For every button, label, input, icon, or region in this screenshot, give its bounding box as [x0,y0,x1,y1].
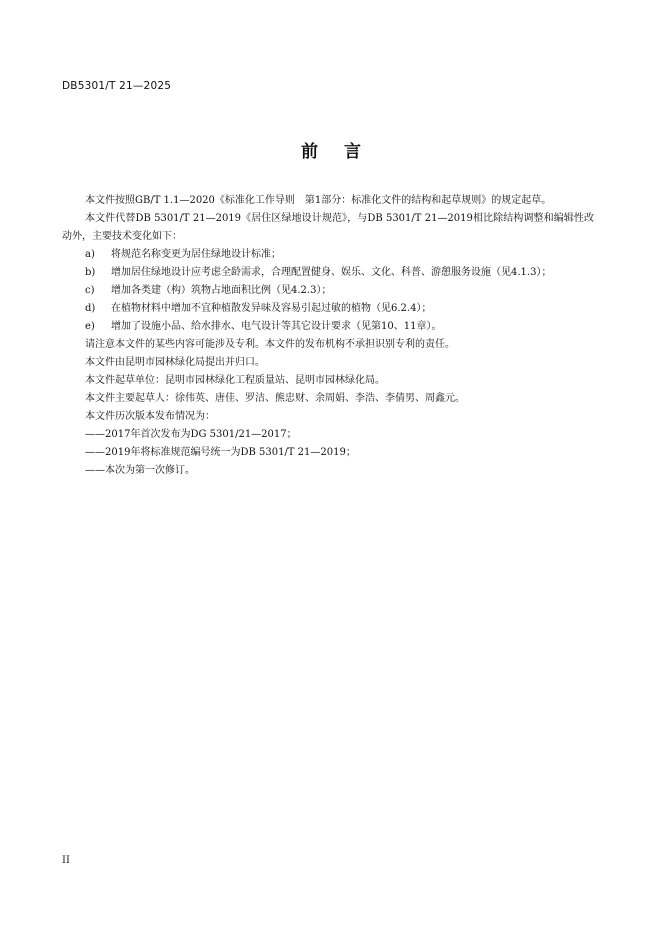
history-item: ——2019年将标准规范编号统一为DB 5301/T 21—2019； [85,447,356,458]
list-marker: d) [85,303,96,314]
list-item-text: 将规范名称变更为居住绿地设计标准； [111,249,281,260]
list-marker: e) [85,321,95,332]
changes-list [62,246,594,336]
history-item: ——2017年首次发布为DG 5301/21—2017； [85,429,297,440]
list-item-text: 增加了设施小品、给水排水、电气设计等其它设计要求（见第10、11章）。 [111,321,442,332]
page-number: II [62,855,70,866]
list-item [62,282,594,300]
history-item: ——本次为第一次修订。 [85,465,195,476]
history-list [62,426,594,480]
list-item [62,300,594,318]
page-title: 前言 [301,142,387,162]
list-marker: a) [85,249,95,260]
foreword-body [62,192,594,480]
list-marker: b) [85,267,96,278]
paragraph-drafters: 本文件主要起草人：徐伟英、唐佳、罗洁、熊忠财、余周娟、李浩、李倩男、周鑫元。 [85,393,465,404]
list-item-text: 增加各类建（构）筑物占地面积比例（见4.2.3）； [111,285,332,296]
list-item [62,246,594,264]
paragraph-drafting-units: 本文件起草单位：昆明市园林绿化工程质量站、昆明市园林绿化局。 [85,375,385,386]
paragraph-patent-notice: 请注意本文件的某些内容可能涉及专利。本文件的发布机构不承担识别专利的责任。 [85,339,455,350]
list-marker: c) [85,285,95,296]
list-item [62,318,594,336]
document-code: DB5301/T 21—2025 [62,80,172,92]
list-item [62,264,594,282]
paragraph-drafting-rules: 本文件按照GB/T 1.1—2020《标准化工作导则 第1部分：标准化文件的结构和起草规则》的规定起草。 [85,195,552,206]
list-item-text: 在植物材料中增加不宜种植散发异味及容易引起过敏的植物（见6.2.4）； [111,303,432,314]
paragraph-proposer: 本文件由昆明市园林绿化局提出并归口。 [85,357,265,368]
paragraph-history-intro: 本文件历次版本发布情况为： [85,411,215,422]
paragraph-replacement: 本文件代替DB 5301/T 21—2019《居住区绿地设计规范》，与DB 5301/T 21—2019相比除结构调整和编辑性改动外，主要技术变化如下： [62,213,594,242]
list-item-text: 增加居住绿地设计应考虑全龄需求，合理配置健身、娱乐、文化、科普、游憩服务设施（见4.1.3）； [111,267,552,278]
